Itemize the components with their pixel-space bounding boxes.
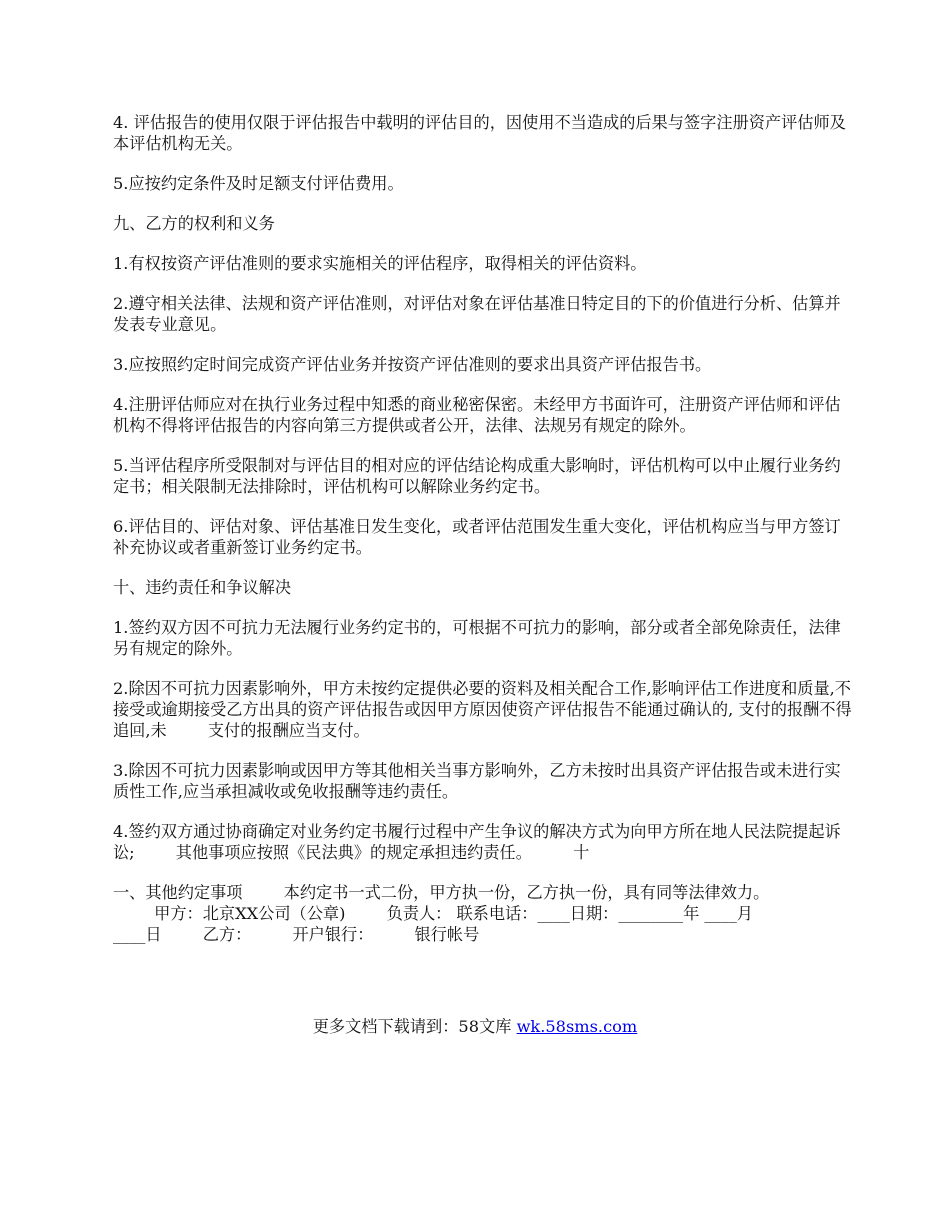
clause-paragraph: 5.应按约定条件及时足额支付评估费用。 <box>113 174 404 193</box>
clause-paragraph: 1.有权按资产评估准则的要求实施相关的评估程序，取得相关的评估资料。 <box>113 254 647 273</box>
clause-paragraph: 4. 评估报告的使用仅限于评估报告中载明的评估目的，因使用不当造成的后果与签字注册资产评估师及本评估机构无关。 <box>113 113 846 153</box>
footer-link[interactable]: wk.58sms.com <box>516 1017 638 1036</box>
closing-line: ____日 乙方： 开户银行： 银行帐号 <box>113 925 480 944</box>
clause-paragraph: 3.除因不可抗力因素影响或因甲方等其他相关当事方影响外，乙方未按时出具资产评估报告或未进行实质性工作,应当承担减收或免收报酬等违约责任。 <box>113 761 841 801</box>
clause-paragraph: 2.除因不可抗力因素影响外，甲方未按约定提供必要的资料及相关配合工作,影响评估工作进度和质量,不接受或逾期接受乙方出具的资产评估报告或因甲方原因使资产评估报告不能通过确认的, 支付的报酬不得追回,未 支付的报酬应当支付。 <box>113 679 852 740</box>
clause-paragraph: 4.注册评估师应对在执行业务过程中知悉的商业秘密保密。未经甲方书面许可，注册资产评估师和评估机构不得将评估报告的内容向第三方提供或者公开，法律、法规另有规定的除外。 <box>113 395 841 435</box>
clause-paragraph: 6.评估目的、评估对象、评估基准日发生变化，或者评估范围发生重大变化，评估机构应当与甲方签订补充协议或者重新签订业务约定书。 <box>113 517 841 557</box>
closing-block <box>113 882 853 945</box>
clause-paragraph: 4.签约双方通过协商确定对业务约定书履行过程中产生争议的解决方式为向甲方所在地人民法院提起诉讼; 其他事项应按照《民法典》的规定承担违约责任。 十 <box>113 822 841 862</box>
footer-text: 更多文档下载请到：58文库 <box>312 1017 517 1036</box>
section-heading: 九、乙方的权利和义务 <box>113 214 275 233</box>
section-heading: 十、违约责任和争议解决 <box>113 578 292 597</box>
clause-paragraph: 5.当评估程序所受限制对与评估目的相对应的评估结论构成重大影响时，评估机构可以中止履行业务约定书；相关限制无法排除时，评估机构可以解除业务约定书。 <box>113 456 841 496</box>
download-footer <box>0 1016 950 1037</box>
document-body <box>113 112 853 945</box>
clause-paragraph: 2.遵守相关法律、法规和资产评估准则，对评估对象在评估基准日特定目的下的价值进行分析、估算并发表专业意见。 <box>113 294 841 334</box>
closing-line: 一、其他约定事项 本约定书一式二份，甲方执一份，乙方执一份，具有同等法律效力。 <box>113 883 770 902</box>
clause-paragraph: 3.应按照约定时间完成资产评估业务并按资产评估准则的要求出具资产评估报告书。 <box>113 355 712 374</box>
clause-paragraph: 1.签约双方因不可抗力无法履行业务约定书的，可根据不可抗力的影响，部分或者全部免除责任，法律另有规定的除外。 <box>113 618 841 658</box>
closing-line: 甲方：北京XX公司（公章) 负责人： 联系电话：____日期：________年 ____月 <box>113 904 753 923</box>
